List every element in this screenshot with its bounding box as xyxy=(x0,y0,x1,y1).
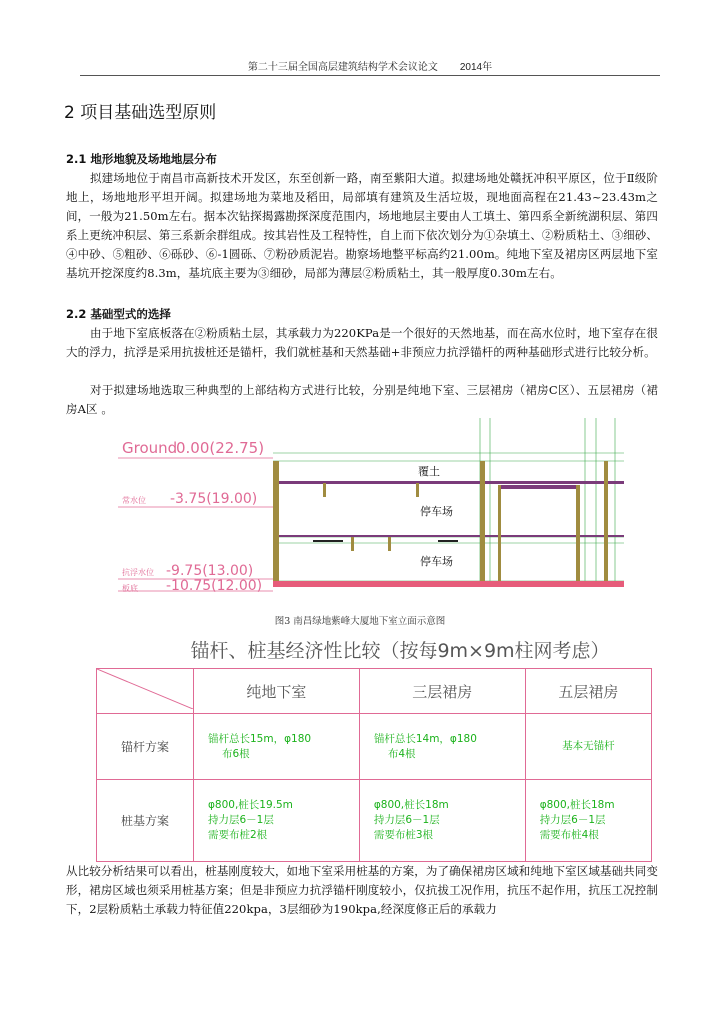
cell-line: 基本无锚杆 xyxy=(562,740,615,752)
level-antifloat-label: 抗浮水位 xyxy=(122,568,154,577)
section-title: 2 项目基础选型原则 xyxy=(64,103,217,123)
level-antifloat-value: -9.75(13.00) xyxy=(166,563,254,579)
figure-caption: 图3 南昌绿地紫峰大厦地下室立面示意图 xyxy=(274,616,446,627)
row-header-anchor: 锚杆方案 xyxy=(97,714,194,780)
table-row xyxy=(97,714,652,780)
base-slab xyxy=(273,581,624,587)
corner-diagonal xyxy=(97,669,193,709)
column-header-five-storey: 五层裙房 xyxy=(525,669,651,714)
cell-line: 持力层6－1层 xyxy=(539,814,606,826)
cell-line: 需要布桩4根 xyxy=(539,829,599,841)
cell-line: 持力层6－1层 xyxy=(208,814,274,826)
level-normal-water-value: -3.75(19.00) xyxy=(170,491,258,507)
cell-line: 锚杆总长14m，φ180 xyxy=(373,732,477,745)
table-header-row xyxy=(97,669,652,714)
cell-line: φ800,桩长19.5m xyxy=(208,799,293,811)
subsection-2-1-paragraph: 拟建场地位于南昌市高新技术开发区，东至创新一路，南至紫阳大道。拟建场地处赣抚冲积平原区，位于Ⅱ级阶地上，场地地形平坦开阔。拟建场地为菜地及稻田，局部填有建筑及生活垃圾，现地面高程在21.43~23.43m之间，一般为21.50m左右。据本次钻探揭露勘探深度范围内，场地地层主要由人工填土、第四系全新统湖积层、第四系上更统冲积层、第三系新余群组成。按其岩性及工程特性，自上而下依次划分为①杂填土、②粉质粘土、③细砂、④中砂、⑤粗砂、⑥砾砂、⑥-1圆砾、⑦粉砂质泥岩。勘察场地整平标高约21.00m。纯地下室及裙房区两层地下室基坑开挖深度约8.3m，基坑底主要为③细砂，局部为薄层②粉质粘土，其一般厚度0.30m左右。 xyxy=(66,171,658,280)
subsection-2-1-heading: 2.1 地形地貌及场地地层分布 xyxy=(66,152,217,166)
table-cell xyxy=(359,780,525,862)
level-slab-bottom-value: -10.75(12.00) xyxy=(166,578,263,594)
parking-lower-label: 停车场 xyxy=(420,555,453,568)
fill-soil-label: 覆土 xyxy=(418,465,440,478)
table-row xyxy=(97,780,652,862)
table-cell xyxy=(525,780,651,862)
level-ground-label: Ground xyxy=(122,439,178,457)
elevation-svg xyxy=(118,413,624,603)
running-header xyxy=(80,58,660,76)
subsection-2-2-paragraph-2: 对于拟建场地选取三种典型的上部结构方式进行比较，分别是纯地下室、三层裙房（裙房C区）、五层裙房（裙房A区 。 xyxy=(66,383,658,416)
table-cell xyxy=(525,714,651,780)
header-text: 第二十三届全国高层建筑结构学术会议论文 xyxy=(247,62,438,73)
parking-upper-label: 停车场 xyxy=(420,505,453,518)
cell-line: φ800,桩长18m xyxy=(539,799,615,811)
header-year: 2014年 xyxy=(459,62,493,73)
table-cell xyxy=(194,780,360,862)
cell-line: 持力层6－1层 xyxy=(373,814,440,826)
subsection-2-2-paragraph-1: 由于地下室底板落在②粉质粘土层，其承载力为220KPa是一个很好的天然地基，而在高水位时，地下室存在很大的浮力，抗浮是采用抗拔桩还是锚杆，我们就桩基和天然基础+非预应力抗浮锚杆的两种基础形式进行比较分析。 xyxy=(66,326,658,359)
cell-line: 锚杆总长15m，φ180 xyxy=(208,732,312,745)
conclusion-paragraph: 从比较分析结果可以看出，桩基刚度较大，如地下室采用桩基的方案，为了确保裙房区域和纯地下室区域基础共同变形，裙房区域也须采用桩基方案；但是非预应力抗浮锚杆刚度较小，仅抗拔工况作用，抗压不起作用，抗压工况控制下，2层粉质粘土承载力特征值220kpa，3层细砂为190kpa,经深度修正后的承载力 xyxy=(66,864,658,916)
cell-line: φ800,桩长18m xyxy=(373,799,449,811)
level-normal-water-label: 常水位 xyxy=(122,496,146,505)
cell-line: 需要布桩3根 xyxy=(373,829,434,841)
basement-elevation-figure xyxy=(118,413,624,603)
table-cell xyxy=(194,714,360,780)
column-header-three-storey: 三层裙房 xyxy=(359,669,525,714)
table-corner-cell xyxy=(97,669,194,714)
column-header-pure-basement: 纯地下室 xyxy=(194,669,360,714)
level-ground-value: 0.00(22.75) xyxy=(176,439,265,457)
subsection-2-2-heading: 2.2 基础型式的选择 xyxy=(66,307,171,321)
table-cell xyxy=(359,714,525,780)
comparison-table xyxy=(96,668,652,862)
table-title: 锚杆、桩基经济性比较（按每9m×9m柱网考虑） xyxy=(190,640,610,662)
row-header-pile: 桩基方案 xyxy=(97,780,194,862)
cell-line: 布6根 xyxy=(222,747,250,760)
level-slab-bottom-label: 板底 xyxy=(122,584,138,593)
cell-line: 布4根 xyxy=(387,747,416,760)
cell-line: 需要布桩2根 xyxy=(208,829,268,841)
